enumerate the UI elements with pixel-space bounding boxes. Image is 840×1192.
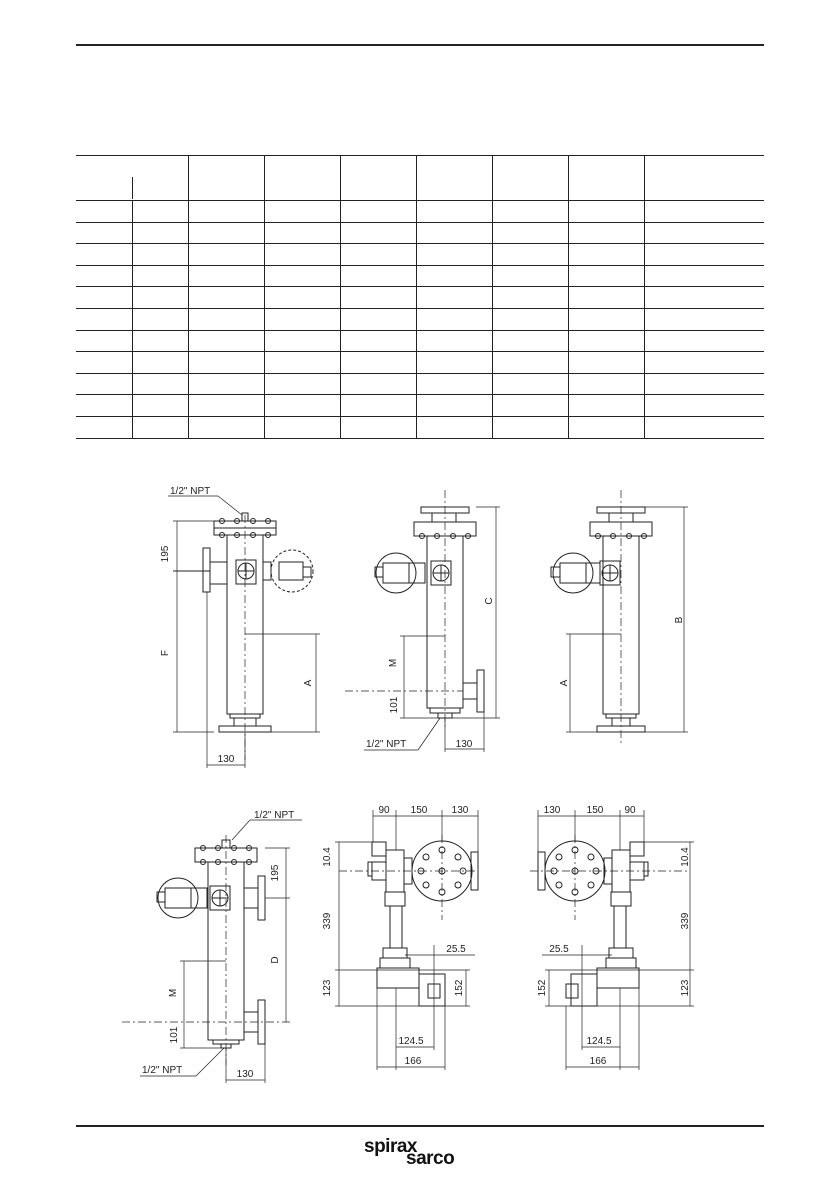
dim-B: B [674, 616, 685, 624]
dim-150: 150 [586, 805, 604, 816]
dim-C: C [484, 597, 495, 605]
dim-152: 152 [537, 979, 548, 997]
dim-130: 130 [217, 754, 235, 765]
drawing-vertical-bottom-outlet [345, 490, 500, 752]
drawing-plan-view-right [530, 810, 694, 1070]
dim-M: M [388, 658, 399, 668]
dim-90: 90 [378, 805, 390, 816]
drawing-plan-view-left [335, 810, 478, 1070]
dim-339: 339 [322, 912, 333, 930]
dim-10-4: 10.4 [322, 847, 333, 867]
drawing-vertical-mirror [551, 490, 688, 745]
npt-label: 1/2" NPT [254, 810, 295, 821]
dim-25-5: 25.5 [549, 944, 569, 955]
dim-130: 130 [543, 805, 561, 816]
npt-label: 1/2" NPT [142, 1065, 183, 1076]
dim-A: A [559, 679, 570, 687]
dim-166: 166 [589, 1056, 607, 1067]
dim-10-4: 10.4 [680, 847, 691, 867]
dim-130: 130 [455, 739, 473, 750]
dim-90: 90 [624, 805, 636, 816]
dim-130: 130 [451, 805, 469, 816]
dim-124-5: 124.5 [586, 1036, 612, 1047]
dim-123: 123 [680, 979, 691, 997]
dim-152: 152 [454, 979, 465, 997]
dim-123: 123 [322, 979, 333, 997]
dim-339: 339 [680, 912, 691, 930]
dim-D: D [270, 956, 281, 964]
dim-25-5: 25.5 [446, 944, 466, 955]
dim-101: 101 [389, 696, 400, 714]
dim-F: F [160, 649, 171, 657]
spirax-sarco-logo [362, 1136, 482, 1172]
drawing-vertical-side-ports [122, 820, 302, 1083]
dim-124-5: 124.5 [398, 1036, 424, 1047]
dim-101: 101 [169, 1026, 180, 1044]
logo-line1: spirax [364, 1136, 417, 1157]
dim-150: 150 [410, 805, 428, 816]
dim-M: M [168, 988, 179, 998]
footer-rule [76, 1125, 764, 1127]
drawing-vertical-top-inlet [168, 496, 320, 768]
logo-line2: sarco [406, 1148, 455, 1169]
dim-130: 130 [236, 1069, 254, 1080]
dim-195: 195 [160, 545, 171, 563]
dim-166: 166 [404, 1056, 422, 1067]
npt-label: 1/2" NPT [170, 486, 211, 497]
dim-A: A [303, 679, 314, 687]
npt-label: 1/2" NPT [366, 739, 407, 750]
dim-195: 195 [270, 864, 281, 882]
